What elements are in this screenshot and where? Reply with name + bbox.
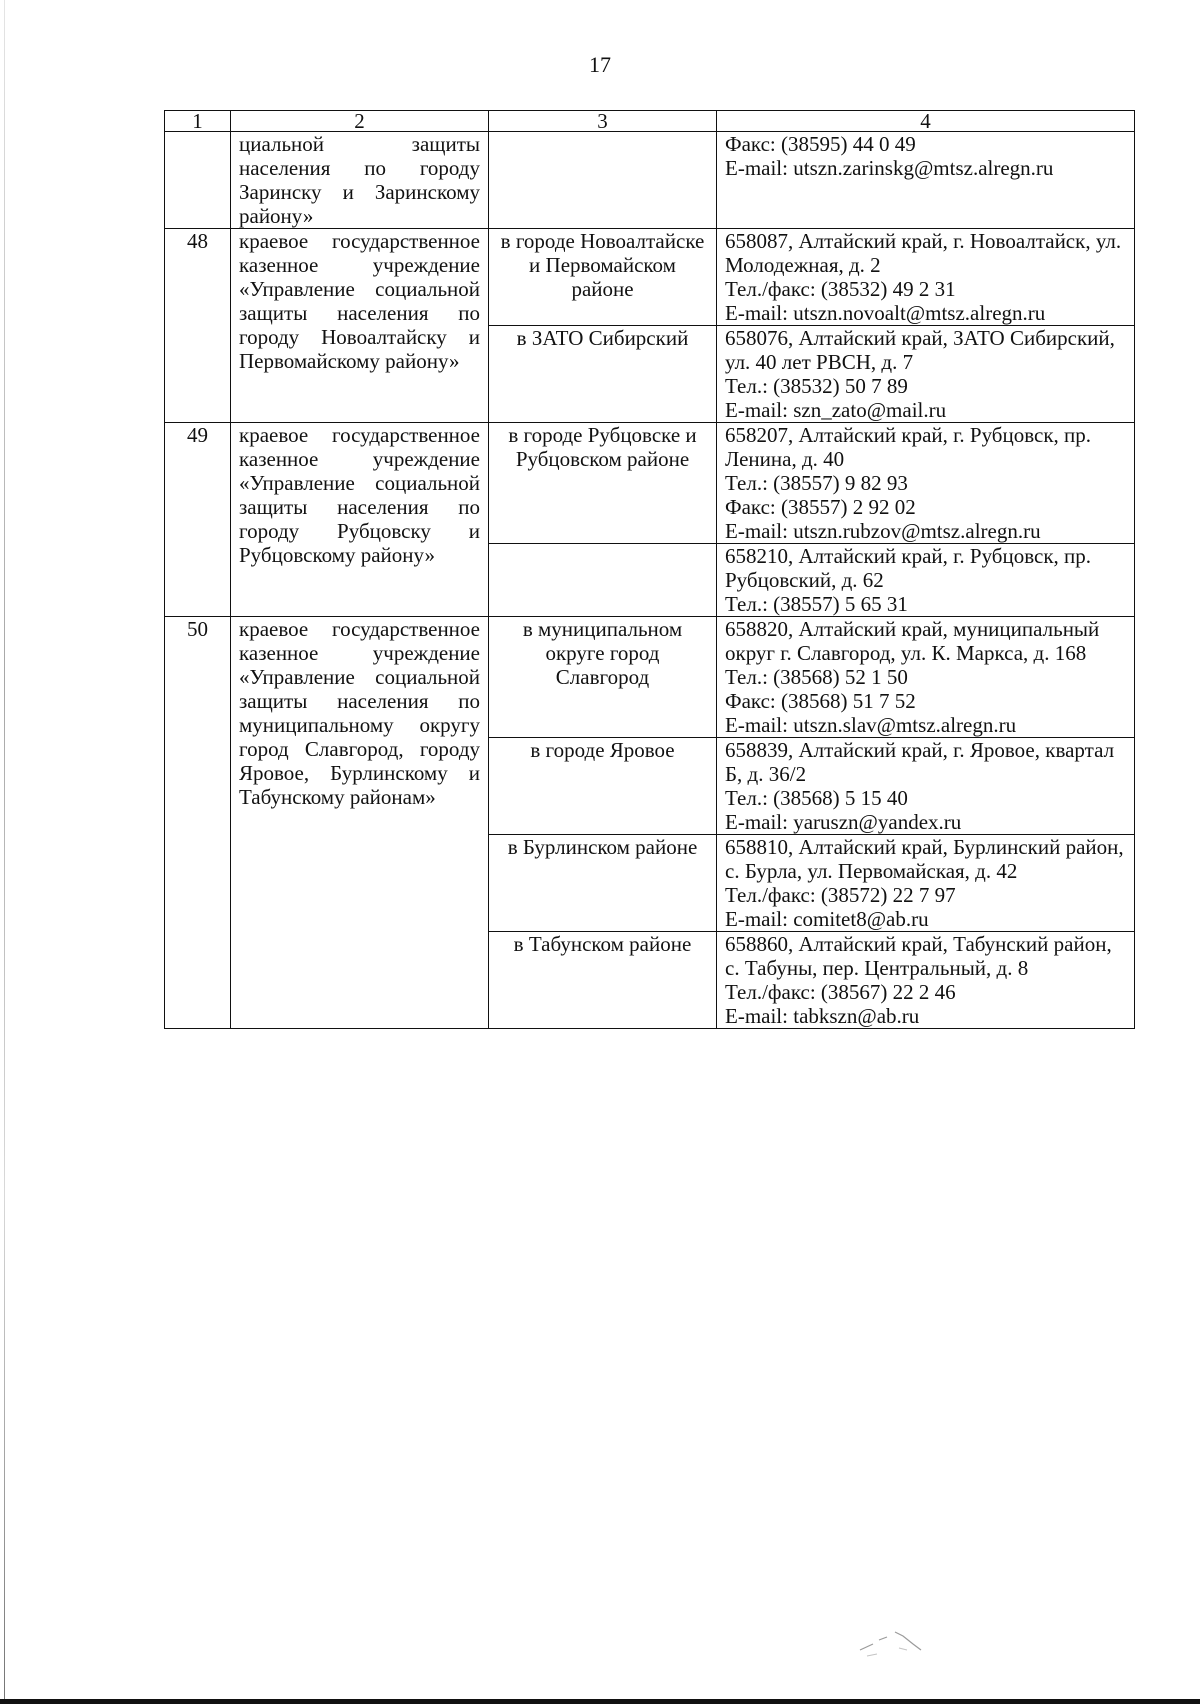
address-line: E-mail: yaruszn@yandex.ru: [725, 810, 962, 834]
address-line: E-mail: tabkszn@ab.ru: [725, 1004, 920, 1028]
address-line: E-mail: utszn.zarinskg@mtsz.alregn.ru: [725, 156, 1054, 180]
location-cell: в городе Новоалтайске и Первомайском районе: [489, 229, 717, 326]
location-cell: в муниципальном округе город Славгород: [489, 617, 717, 738]
location-cell: в Бурлинском районе: [489, 835, 717, 932]
scan-edge-left: [4, 0, 5, 1704]
address-line: E-mail: comitet8@ab.ru: [725, 907, 929, 931]
address-line: 658207, Алтайский край, г. Рубцовск, пр. Ленина, д. 40: [725, 423, 1092, 471]
address-line: 658810, Алтайский край, Бурлинский район, с. Бурла, ул. Первомайская, д. 42: [725, 835, 1124, 883]
table-row: [165, 423, 1135, 544]
address-line: Факс: (38557) 2 92 02: [725, 495, 916, 519]
address-line: 658820, Алтайский край, муниципальный округ г. Славгород, ул. К. Маркса, д. 168: [725, 617, 1100, 665]
address-cell: [717, 738, 1135, 835]
location-cell: [489, 132, 717, 229]
address-line: Тел./факс: (38572) 22 7 97: [725, 883, 956, 907]
row-number-cell: 50: [165, 617, 231, 1029]
location-cell: [489, 544, 717, 617]
address-line: Тел./факс: (38532) 49 2 31: [725, 277, 956, 301]
location-cell: в Табунском районе: [489, 932, 717, 1029]
address-line: 658210, Алтайский край, г. Рубцовск, пр. Рубцовский, д. 62: [725, 544, 1092, 592]
row-number-cell: 49: [165, 423, 231, 617]
column-number-header: 3: [489, 111, 717, 132]
address-line: 658087, Алтайский край, г. Новоалтайск, ул. Молодежная, д. 2: [725, 229, 1122, 277]
location-cell: в ЗАТО Сибирский: [489, 326, 717, 423]
address-line: E-mail: utszn.rubzov@mtsz.alregn.ru: [725, 519, 1041, 543]
scan-artifact-mark: [855, 1620, 945, 1660]
continuation-row: [165, 132, 1135, 229]
address-line: Тел.: (38557) 5 65 31: [725, 592, 908, 616]
address-line: 658839, Алтайский край, г. Яровое, квартал Б, д. 36/2: [725, 738, 1115, 786]
address-line: E-mail: szn_zato@mail.ru: [725, 398, 947, 422]
page-number: 17: [589, 52, 611, 77]
column-number-header: 4: [717, 111, 1135, 132]
scan-edge-bottom: [0, 1699, 1200, 1704]
column-number-header: 1: [165, 111, 231, 132]
table-row: [165, 229, 1135, 326]
organization-cell: краевое государственное казенное учреждение «Управление социальной защиты населения по городу Рубцовску и Рубцовскому району»: [231, 423, 489, 617]
location-cell: в городе Рубцовске и Рубцовском районе: [489, 423, 717, 544]
address-line: Тел.: (38532) 50 7 89: [725, 374, 908, 398]
address-line: Факс: (38568) 51 7 52: [725, 689, 916, 713]
address-line: Тел.: (38568) 5 15 40: [725, 786, 908, 810]
organization-cell: циальной защиты населения по городу Заринску и Заринскому району»: [231, 132, 489, 229]
table-body: [165, 111, 1135, 1029]
address-cell: [717, 229, 1135, 326]
row-number-cell: 48: [165, 229, 231, 423]
address-cell: [717, 326, 1135, 423]
column-number-header: 2: [231, 111, 489, 132]
location-cell: в городе Яровое: [489, 738, 717, 835]
address-cell: [717, 932, 1135, 1029]
organization-cell: краевое государственное казенное учреждение «Управление социальной защиты населения по муниципальному округу город Славгород, городу Яровое, Бурлинскому и Табунскому районам»: [231, 617, 489, 1029]
address-line: 658860, Алтайский край, Табунский район, с. Табуны, пер. Центральный, д. 8: [725, 932, 1112, 980]
address-line: Тел./факс: (38567) 22 2 46: [725, 980, 956, 1004]
row-number-cell: [165, 132, 231, 229]
address-cell: [717, 132, 1135, 229]
address-line: 658076, Алтайский край, ЗАТО Сибирский, ул. 40 лет РВСН, д. 7: [725, 326, 1115, 374]
address-line: Факс: (38595) 44 0 49: [725, 132, 916, 156]
address-line: E-mail: utszn.novoalt@mtsz.alregn.ru: [725, 301, 1046, 325]
address-cell: [717, 617, 1135, 738]
address-line: Тел.: (38568) 52 1 50: [725, 665, 908, 689]
address-line: Тел.: (38557) 9 82 93: [725, 471, 908, 495]
address-cell: [717, 544, 1135, 617]
offices-table: [164, 110, 1135, 1029]
address-line: E-mail: utszn.slav@mtsz.alregn.ru: [725, 713, 1017, 737]
column-number-row: [165, 111, 1135, 132]
address-cell: [717, 835, 1135, 932]
organization-cell: краевое государственное казенное учреждение «Управление социальной защиты населения по городу Новоалтайску и Первомайскому району»: [231, 229, 489, 423]
address-cell: [717, 423, 1135, 544]
table-row: [165, 617, 1135, 738]
